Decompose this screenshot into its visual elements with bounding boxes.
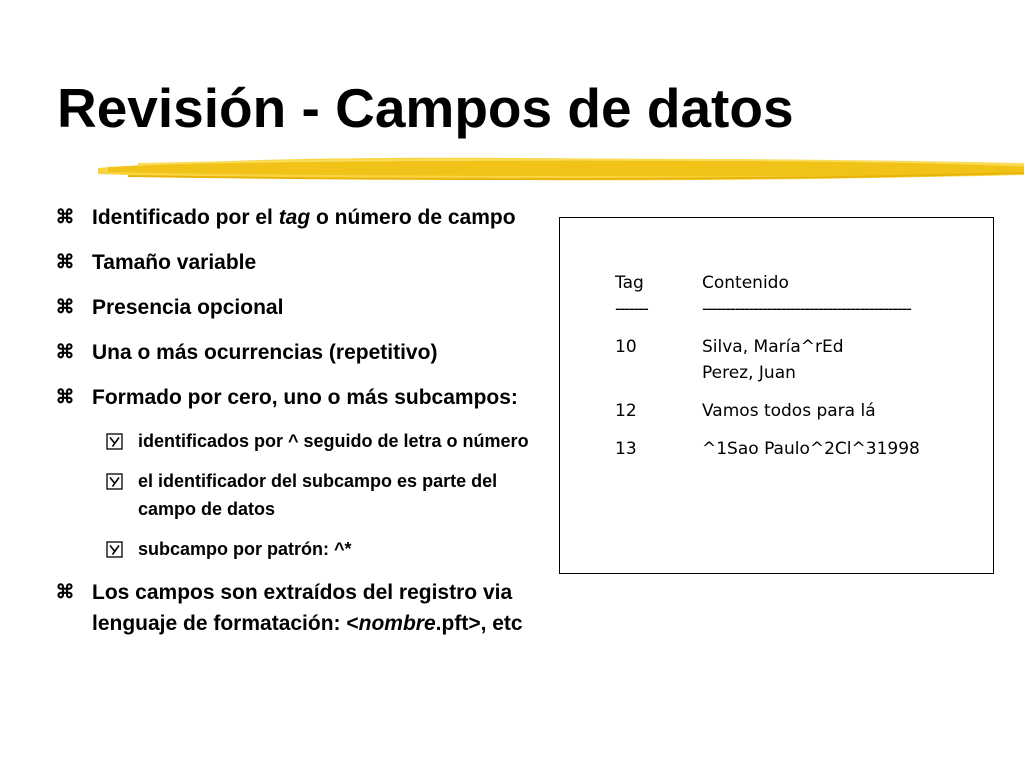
- tag-cell: 12: [615, 401, 637, 421]
- sub-bullet-item: [55, 467, 555, 523]
- tag-cell: -------: [615, 299, 648, 319]
- bullet-item: [55, 292, 555, 323]
- bullet-item: [55, 337, 555, 368]
- content-cell: [702, 334, 844, 386]
- bullet-content: [92, 341, 437, 364]
- tag-cell: 10: [615, 337, 637, 357]
- checkbox-y-icon: [106, 473, 123, 490]
- table-row: [615, 436, 920, 462]
- field-tag-table: [615, 270, 920, 474]
- command-key-icon: ⌘: [55, 297, 75, 318]
- field-example-box: [559, 217, 994, 574]
- bullet-content: [92, 581, 523, 635]
- bullet-item: [55, 577, 555, 639]
- slide-title: Revisión - Campos de datos: [57, 77, 794, 139]
- checkbox-y-icon: [106, 433, 123, 450]
- sub-bullet-item: [55, 535, 555, 563]
- sub-bullet-content: [138, 471, 497, 519]
- command-key-icon: ⌘: [55, 252, 75, 273]
- content-cell: [702, 436, 920, 462]
- table-separator-row: [615, 296, 920, 322]
- bullet-content: [92, 251, 256, 274]
- command-key-icon: ⌘: [55, 207, 75, 228]
- bullet-text: o número de campo: [310, 206, 516, 229]
- sub-bullet-item: [55, 427, 555, 455]
- title-underline-brushstroke: [98, 148, 1024, 188]
- content-line: Perez, Juan: [702, 363, 796, 383]
- tag-cell: Tag: [615, 273, 644, 293]
- emphasis-text: tag: [278, 206, 311, 229]
- bullet-text: Una o más ocurrencias (repetitivo): [92, 341, 438, 364]
- content-line: Vamos todos para lá: [702, 401, 876, 421]
- bullet-content: [92, 296, 283, 319]
- emphasis-text: nombre: [358, 612, 436, 635]
- command-key-icon: ⌘: [55, 387, 75, 408]
- bullet-text: .pft>, etc: [435, 612, 523, 635]
- sub-bullet-content: [138, 539, 352, 559]
- content-cell: [702, 270, 789, 296]
- sub-bullet-list: [55, 427, 555, 563]
- content-cell: [702, 398, 876, 424]
- tag-cell: 13: [615, 439, 637, 459]
- sub-bullet-group: [55, 427, 555, 563]
- bullet-text: Tamaño variable: [92, 251, 257, 274]
- command-key-icon: ⌘: [55, 582, 75, 603]
- table-row: [615, 398, 920, 424]
- table-row: [615, 334, 920, 386]
- command-key-icon: ⌘: [55, 342, 75, 363]
- content-line: ---------------------------------------------: [702, 299, 911, 319]
- bullet-text: Formado por cero, uno o más subcampos:: [92, 386, 518, 409]
- bullet-list: [55, 202, 555, 653]
- bullet-item: [55, 247, 555, 278]
- bullet-text: identificados por ^ seguido de letra o número: [138, 431, 529, 451]
- bullet-content: [92, 386, 518, 409]
- bullet-text: subcampo por patrón: ^*: [138, 539, 352, 559]
- checkbox-y-icon: [106, 541, 123, 558]
- content-line: Contenido: [702, 273, 789, 293]
- content-line: Silva, María^rEd: [702, 337, 844, 357]
- bullet-item: [55, 382, 555, 413]
- sub-bullet-content: [138, 431, 529, 451]
- bullet-text: el identificador del subcampo es parte del campo de datos: [138, 471, 498, 519]
- bullet-item: [55, 202, 555, 233]
- bullet-text: Los campos son extraídos del registro via lenguaje de formatación: <: [92, 581, 513, 635]
- bullet-text: Presencia opcional: [92, 296, 284, 319]
- content-cell: [702, 296, 911, 322]
- table-header-row: [615, 270, 920, 296]
- bullet-content: [92, 206, 516, 229]
- bullet-text: Identificado por el: [92, 206, 279, 229]
- content-line: ^1Sao Paulo^2Cl^31998: [702, 439, 920, 459]
